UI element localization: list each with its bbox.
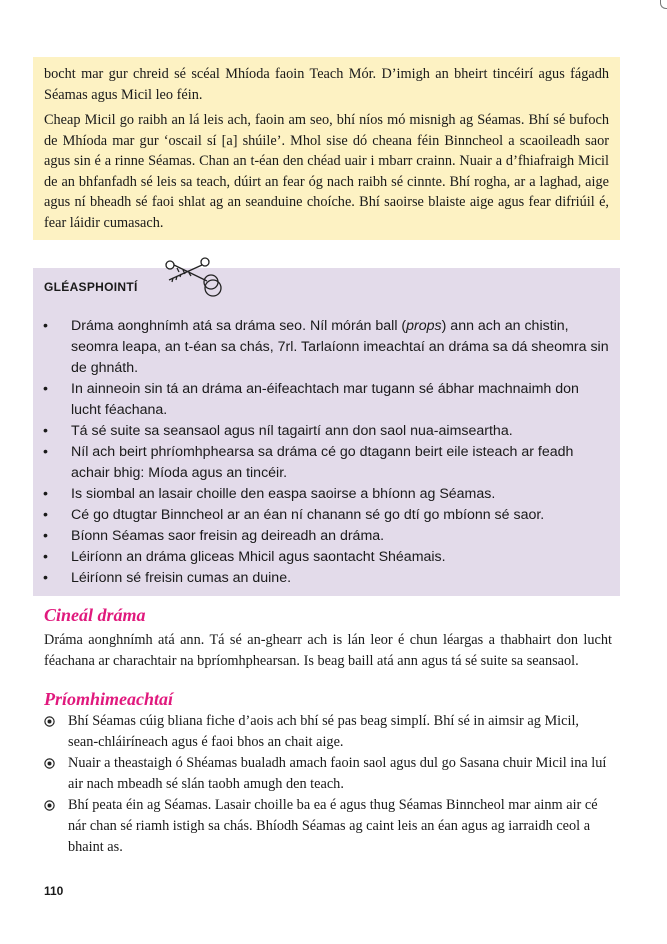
list-item: • Bíonn Séamas saor freisin ag deireadh an dráma. [33, 526, 620, 547]
list-item-text: ) ann ach an chistin, seomra leapa, an t-éan sa chás, 7rl. Tarlaíonn imeachtaí an dráma sa dá sheomra sin de ghnáth. [71, 318, 609, 376]
list-item: • Léiríonn sé freisin cumas an duine. [33, 568, 620, 589]
list-item: • Níl ach beirt phríomhphearsa sa dráma cé go dtagann beirt eile isteach ar feadh achair bhig: Míoda agus an tincéir. [33, 442, 620, 484]
summary-paragraph: Cheap Micil go raibh an lá leis ach, faoin am seo, bhí níos mó misnigh ag Séamas. Bhí sé bufoch de Mhíoda mar gur ‘oscail sí [a] shúile’. Mhol sise dó cheana féin Binncheol a scaoileadh saor agus sin é a rinne Séamas. Chan an t-éan den chéad uair i mbarr crainn. Nuair a d’fhiafraigh Micil de an bhfanfadh sé leis sa teach, dúirt an fear óg nach raibh sé cinnte. Bhí rogha, ar a laghad, aige agus ní bheadh sé faoi shlat ag an seanduine choíche. Bhí saoirse blaiste aige agus fear difriúil é, fear láidir cumasach. [44, 112, 609, 231]
list-item [44, 795, 612, 858]
section-title-main-events: Príomhimeachtaí [44, 689, 174, 709]
circle-bullet-icon [44, 758, 55, 769]
list-item-text: Nuair a theastaigh ó Shéamas bualadh amach faoin saol agus dul go Sasana chuir Micil ina luí air nach mbeadh sé slán taobh amugh den teach. [68, 755, 607, 792]
list-item: • Léiríonn an dráma gliceas Mhicil agus saontacht Shéamais. [33, 547, 620, 568]
key-points-box [33, 268, 620, 596]
main-events-list [44, 711, 612, 858]
list-item-text: Bhí peata éin ag Séamas. Lasair choille ba ea é agus thug Séamas Binncheol mar ainm air cé nár chan sé riamh istigh sa chás. Bhíodh Séamas ag caint leis an éan agus ag iarraidh ceol a bhaint as. [68, 797, 598, 855]
list-item-text: Bhí Séamas cúig bliana fiche d’aois ach bhí sé pas beag simplí. Bhí sé in aimsir ag Micil, sean-chláiríneach agus é faoi bhos an chait aige. [68, 713, 580, 750]
page-number: 110 [44, 884, 64, 898]
key-points-list [33, 316, 620, 589]
list-item [44, 753, 612, 795]
list-item: • Tá sé suite sa seansaol agus níl tagairtí ann don saol nua-aimseartha. [33, 421, 620, 442]
circle-bullet-icon [44, 716, 55, 727]
list-item: • In ainneoin sin tá an dráma an-éifeachtach mar tugann sé ábhar machnaimh don lucht féachana. [33, 379, 620, 421]
list-item [33, 316, 620, 379]
props-term: props [406, 318, 442, 334]
summary-box [33, 57, 620, 240]
list-item: • Cé go dtugtar Binncheol ar an éan ní chanann sé go dtí go mbíonn sé saor. [33, 505, 620, 526]
list-item: • Is siombal an lasair choille den easpa saoirse a bhíonn ag Séamas. [33, 484, 620, 505]
list-item [44, 711, 612, 753]
list-item-text: Dráma aonghnímh atá sa dráma seo. Níl mórán ball ( [71, 318, 407, 334]
summary-paragraph: bocht mar gur chreid sé scéal Mhíoda faoin Teach Mór. D’imigh an bheirt tincéirí agus fágadh Séamas agus Micil leo féin. [44, 66, 609, 103]
drama-type-paragraph: Dráma aonghnímh atá ann. Tá sé an-ghearr ach is lán leor é chun léargas a thabhairt don lucht féachana ar charachtair na bpríomhphearsan. Is beag baill atá ann agus tá sé suite sa seansaol. [44, 632, 612, 669]
section-title-drama-type: Cineál dráma [44, 605, 146, 625]
page-corner-mark [660, 0, 667, 9]
circle-bullet-icon [44, 800, 55, 811]
key-points-heading: GLÉASPHOINTÍ [44, 280, 138, 294]
keys-icon [161, 254, 231, 306]
